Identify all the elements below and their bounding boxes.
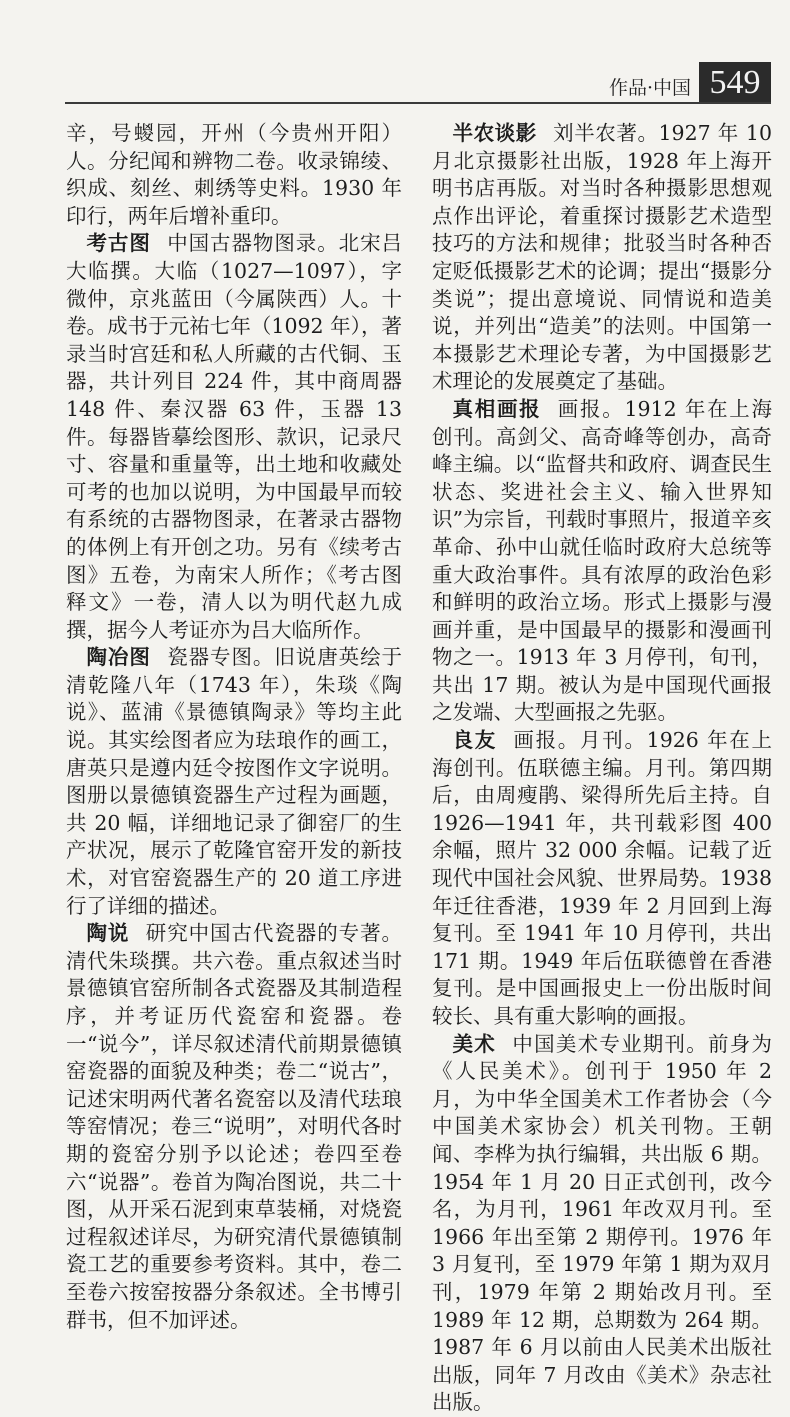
running-header <box>65 62 771 104</box>
entry-term: 真相画报 <box>452 396 542 421</box>
entry-term: 美术 <box>452 1031 496 1056</box>
entry-continuation <box>66 120 402 230</box>
section-label: 作品·中国 <box>608 77 691 99</box>
header-rule <box>65 102 771 104</box>
entry-text: 中国古器物图录。北宋吕大临撰。大临（1027—1097），字微仲，京兆蓝田（今属陕西）人。十卷。成书于元祐七年（1092 年），著录当时宫廷和私人所藏的古代铜、玉器，共计列目 224 件，其中商周器 148 件、秦汉器 63 件，玉器 13 件。每器皆摹绘图形、款识，记录尺寸、容量和重量等，出土地和收藏处可考的也加以说明，为中国最早而较有系统的古器物图录，在著录古器物的体例上有开创之功。另有《续考古图》五卷，为南宋人所作；《考古图释文》一卷，清人以为明代赵九成撰，据今人考证亦为吕大临所作。 <box>66 231 403 642</box>
entry-text: 辛，号蝬园，开州（今贵州开阳）人。分纪闻和辨物二卷。收录锦绫、织成、刻丝、刺绣等史料。1930 年印行，两年后增补重印。 <box>66 121 402 228</box>
entry-text: 刘半农著。1927 年 10 月北京摄影社出版，1928 年上海开明书店再版。对当时各种摄影思想观点作出评论，着重探讨摄影艺术造型技巧的方法和规律；批驳当时各种否定贬低摄影艺术的论调；提出“摄影分类说”；提出意境说、同情说和造美说，并列出“造美”的法则。中国第一本摄影艺术理论专著，为中国摄影艺术理论的发展奠定了基础。 <box>432 121 773 394</box>
entry-text: 研究中国古代瓷器的专著。清代朱琰撰。共六卷。重点叙述当时景德镇官窑所制各式瓷器及其制造程序，并考证历代瓷窑和瓷器。卷一“说今”，详尽叙述清代前期景德镇窑瓷器的面貌及种类；卷二“说古”，记述宋明两代著名瓷窑以及清代珐琅等窑情况；卷三“说明”，对明代各时期的瓷窑分别予以论述；卷四至卷六“说器”。卷首为陶冶图说，共二十图，从开采石泥到束草装桶，对烧瓷过程叙述详尽，为研究清代景德镇制瓷工艺的重要参考资料。其中，卷二至卷六按窑按器分条叙述。全书博引群书，但不加评述。 <box>66 921 403 1332</box>
entry-bannong-tanying <box>432 120 772 396</box>
page-number-box <box>699 62 771 104</box>
entry-taoyetu <box>66 644 402 920</box>
entry-term: 半农谈影 <box>452 121 537 145</box>
entry-term: 陶冶图 <box>86 645 151 670</box>
entry-meishu <box>432 1031 772 1417</box>
entry-kaogutu <box>66 230 402 644</box>
entry-text: 画报。月刊。1926 年在上海创刊。伍联德主编。月刊。第四期后，由周瘦鹃、梁得所先后主持。自 1926—1941 年，共刊载彩图 400 余幅，照片 32 000 余幅。记载了近现代中国社会风貌、世界局势。1938 年迁往香港，1939 年 2 月回到上海复刊。至 1941 年 10 月停刊，共出 171 期。1949 年后伍联德曾在香港复刊。是中国画报史上一份出版时间较长、具有重大影响的画报。 <box>432 728 773 1028</box>
entry-liangyou <box>432 727 772 1031</box>
entry-term: 考古图 <box>86 231 151 256</box>
entry-text: 画报。1912 年在上海创刊。高剑父、高奇峰等创办，高奇峰主编。以“监督共和政府、调查民生状态、奖进社会主义、输入世界知识”为宗旨，刊载时事照片，报道辛亥革命、孙中山就任临时政府大总统等重大政治事件。具有浓厚的政治色彩和鲜明的政治立场。形式上摄影与漫画并重，是中国最早的摄影和漫画刊物之一。1913 年 3 月停刊，旬刊，共出 17 期。被认为是中国现代画报之发端、大型画报之先驱。 <box>432 396 773 725</box>
right-column <box>432 120 772 1417</box>
left-column <box>66 120 402 1334</box>
entry-text: 瓷器专图。旧说唐英绘于清乾隆八年（1743 年），朱琰《陶说》、蓝浦《景德镇陶录》等均主此说。其实绘图者应为珐琅作的画工，唐英只是遵内廷令按图作文字说明。图册以景德镇瓷器生产过程为画题，共 20 幅，详细地记录了御窑厂的生产状况，展示了乾隆官窑开发的新技术，对官窑瓷器生产的 20 道工序进行了详细的描述。 <box>66 645 403 918</box>
entry-taoshuo <box>66 920 402 1334</box>
page-number: 549 <box>709 64 761 101</box>
entry-text: 中国美术专业期刊。前身为《人民美术》。创刊于 1950 年 2 月，为中华全国美术工作者协会（今中国美术家协会）机关刊物。王朝闻、李桦为执行编辑，共出版 6 期。1954 年 1 月 20 日正式创刊，改今名，为月刊，1961 年改双月刊。至 1966 年出至第 2 期停刊。1976 年 3 月复刊，至 1979 年第 1 期为双月刊，1979 年第 2 期始改月刊。至 1989 年 12 期，总期数为 264 期。1987 年 6 月以前由人民美术出版社出版，同年 7 月改由《美术》杂志社出版。 <box>432 1031 773 1415</box>
entry-zhenxiang-huabao <box>432 396 772 727</box>
entry-term: 良友 <box>452 728 497 753</box>
entry-term: 陶说 <box>86 921 130 946</box>
